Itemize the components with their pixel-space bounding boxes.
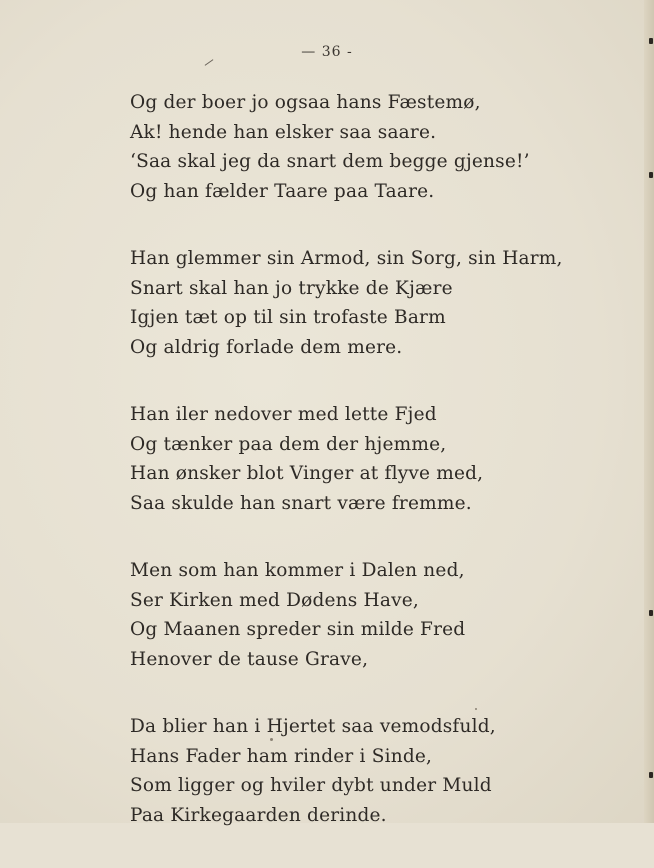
pencil-mark xyxy=(205,59,214,66)
stanza-3 xyxy=(130,400,550,518)
poem-line: Igjen tæt op til sin trofaste Barm xyxy=(130,307,446,328)
poem-line: Men som han kommer i Dalen ned, xyxy=(130,560,465,581)
poem xyxy=(130,88,563,868)
paper-speck xyxy=(475,708,477,710)
poem-line: Ser Kirken med Dødens Have, xyxy=(130,589,419,611)
page-edge xyxy=(644,0,654,823)
poem-line: Saa skulde han snart være fremme. xyxy=(130,492,472,514)
poem-line: Han glemmer sin Armod, sin Sorg, sin Harm, xyxy=(130,248,563,269)
poem-line: Som ligger og hviler dybt under Muld xyxy=(130,775,492,796)
poem-line: Han iler nedover med lette Fjed xyxy=(130,404,437,425)
poem-line: Og aldrig forlade dem mere. xyxy=(130,336,403,358)
edge-mark xyxy=(649,610,653,616)
poem-line: Og der boer jo ogsaa hans Fæstemø, xyxy=(130,92,481,113)
stanza-4 xyxy=(130,556,550,674)
edge-mark xyxy=(649,772,653,778)
stanza-1 xyxy=(130,88,550,206)
edge-mark xyxy=(649,172,653,178)
poem-line: Han ønsker blot Vinger at flyve med, xyxy=(130,463,484,484)
poem-line: Hans Fader ham rinder i Sinde, xyxy=(130,745,433,767)
poem-line: Og Maanen spreder sin milde Fred xyxy=(130,619,466,640)
poem-line: Snart skal han jo trykke de Kjære xyxy=(130,277,453,299)
stanza-5 xyxy=(130,712,550,830)
poem-line: Henover de tause Grave, xyxy=(130,648,369,670)
poem-line: Og tænker paa dem der hjemme, xyxy=(130,433,447,455)
poem-line: Da blier han i Hjertet saa vemodsfuld, xyxy=(130,716,496,737)
poem-line: Og han fælder Taare paa Taare. xyxy=(130,180,435,202)
stanza-2 xyxy=(130,244,563,362)
poem-line: ‘Saa skal jeg da snart dem begge gjense!’ xyxy=(130,151,530,172)
paper-speck xyxy=(270,738,273,741)
page-number: — 36 - xyxy=(301,44,353,60)
poem-line: Paa Kirkegaarden derinde. xyxy=(130,804,387,826)
poem-line: Ak! hende han elsker saa saare. xyxy=(130,121,437,143)
